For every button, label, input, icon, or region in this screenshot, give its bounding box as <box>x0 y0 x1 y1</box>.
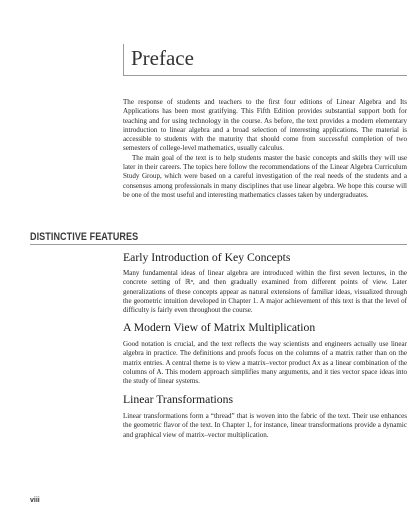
intro-paragraph-2: The main goal of the text is to help students master the basic concepts and skills they will use later in their careers. The topics here follow the recommendations of the Linear Algebra Curriculum Study Group, which were based on a careful investigation of the real needs of the students and a consensus among professionals in many disciplines that use linear algebra. We hope this course will be one of the most useful and interesting mathematics classes taken by undergraduates. <box>123 153 407 199</box>
subsection-text-linear-transformations: Linear transformations form a “thread” that is woven into the fabric of the text. Their use enhances the geometric flavor of the text. In Chapter 1, for instance, linear transformations provide a dynamic and graphical view of matrix–vector multiplication. <box>123 412 407 439</box>
preface-intro <box>123 98 407 200</box>
page-title: Preface <box>131 46 194 70</box>
title-rule-vertical <box>123 44 124 75</box>
subsection-title-matrix-multiplication: A Modern View of Matrix Multiplication <box>123 321 316 334</box>
page-number: viii <box>30 497 40 504</box>
subsection-text-matrix-multiplication: Good notation is crucial, and the text reflects the way scientists and engineers actually use linear algebra in practice. The definitions and proofs focus on the columns of a matrix rather than on the matrix entries. A central theme is to view a matrix–vector product Ax as a linear combination of the columns of A. This modern approach simplifies many arguments, and it ties vector space ideas into the study of linear systems. <box>123 340 407 386</box>
title-rule-horizontal <box>123 75 407 76</box>
subsection-title-key-concepts: Early Introduction of Key Concepts <box>123 251 291 264</box>
intro-paragraph-1: The response of students and teachers to the first four editions of Linear Algebra and Its Applications has been most gratifying. This Fifth Edition provides substantial support both for teaching and for using technology in the course. As before, the text provides a modern elementary introduction to linear algebra and a broad selection of interesting applications. The material is accessible to students with the maturity that should come from successful completion of two semesters of college-level mathematics, usually calculus. <box>123 98 407 153</box>
subsection-title-linear-transformations: Linear Transformations <box>123 393 234 406</box>
section-heading: DISTINCTIVE FEATURES <box>30 231 139 243</box>
section-rule <box>30 244 407 245</box>
subsection-text-key-concepts: Many fundamental ideas of linear algebra are introduced within the first seven lectures, in the concrete setting of ℝⁿ, and then gradually examined from different points of view. Later generalizations of these concepts appear as natural extensions of familiar ideas, visualized through the geometric intuition developed in Chapter 1. A major achievement of this text is that the level of difficulty is fairly even throughout the course. <box>123 269 407 315</box>
